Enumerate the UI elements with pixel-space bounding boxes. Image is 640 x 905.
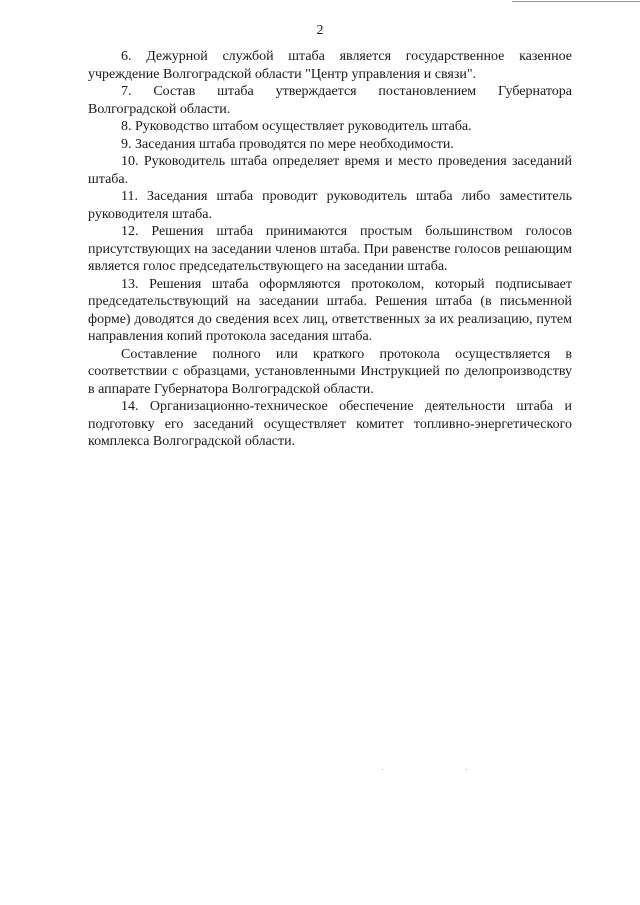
paragraph-12: 12. Решения штаба принимаются простым большинством голосов присутствующих на заседании членов штаба. При равенстве голосов решающим является голос председательствующего на заседании штаба. xyxy=(88,224,572,274)
paragraph-7: 7. Состав штаба утверждается постановлением Губернатора Волгоградской области. xyxy=(88,84,572,117)
paragraph-6: 6. Дежурной службой штаба является государственное казенное учреждение Волгоградской области "Центр управления и связи". xyxy=(88,49,572,82)
paragraph-protocol: Составление полного или краткого протокола осуществляется в соответствии с образцами, установленными Инструкцией по делопроизводству в аппарате Губернатора Волгоградской области. xyxy=(88,346,572,397)
scan-speck xyxy=(382,769,383,770)
paragraph-14: 14. Организационно-техническое обеспечение деятельности штаба и подготовку его заседаний осуществляет комитет топливно-энергетического комплекса Волгоградской области. xyxy=(88,399,572,449)
paragraph-10: 10. Руководитель штаба определяет время и место проведения заседаний штаба. xyxy=(88,154,572,187)
document-body xyxy=(88,48,572,451)
scan-speck xyxy=(466,769,467,770)
paragraph-11: 11. Заседания штаба проводит руководитель штаба либо заместитель руководителя штаба. xyxy=(88,189,572,222)
paragraph-9: 9. Заседания штаба проводятся по мере необходимости. xyxy=(121,136,454,152)
scan-edge-line xyxy=(512,1,640,2)
paragraph-8: 8. Руководство штабом осуществляет руководитель штаба. xyxy=(121,119,472,134)
paragraph-13: 13. Решения штаба оформляются протоколом, который подписывает председательствующий на заседании штаба. Решения штаба (в письменной форме) доводятся до сведения всех лиц, ответственных за их реализацию, путем направления копий протокола заседания штаба. xyxy=(88,276,572,344)
page-number: 2 xyxy=(316,23,324,38)
